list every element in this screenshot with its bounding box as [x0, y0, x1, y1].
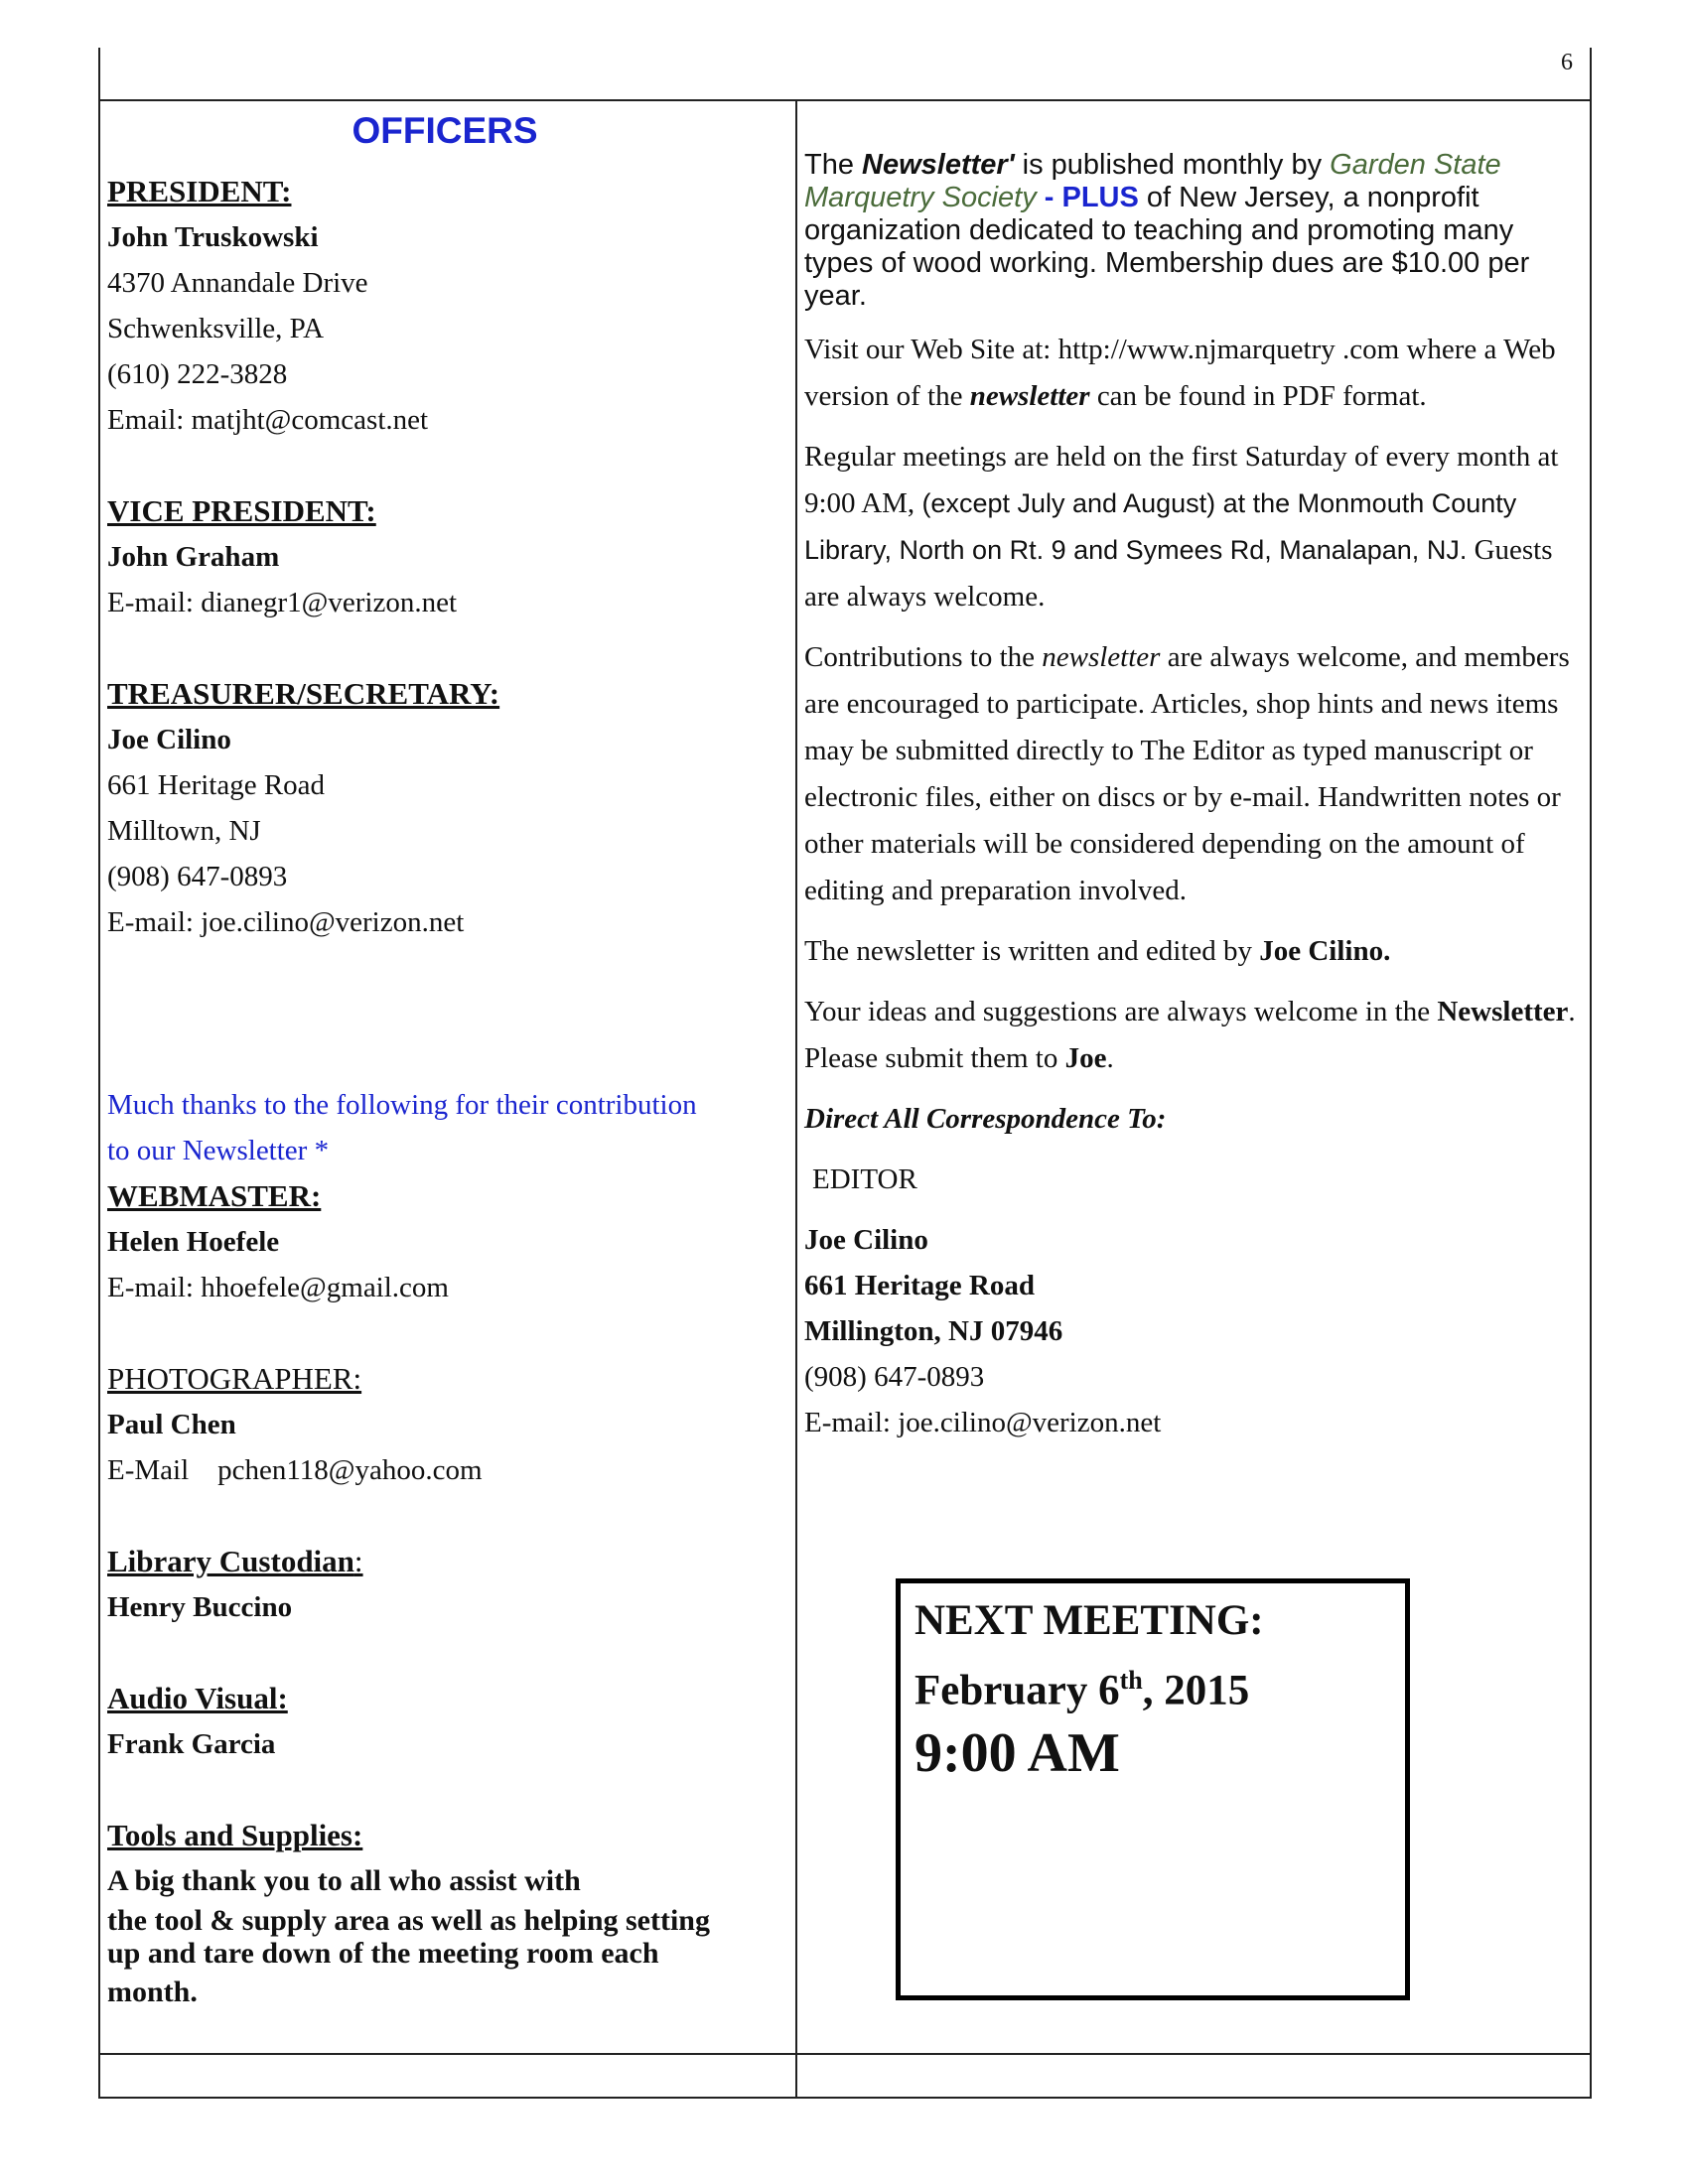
ideas-mid: . Please submit them to [804, 996, 1576, 1074]
written-name: Joe Cilino. [1259, 935, 1391, 967]
vice-president-block [107, 488, 792, 625]
contributions-paragraph [804, 634, 1579, 914]
treasurer-email: E-mail: joe.cilino@verizon.net [107, 906, 465, 938]
president-email: Email: matjht@comcast.net [107, 404, 429, 436]
direct-correspondence: Direct All Correspondence To: [804, 1103, 1167, 1135]
tools-line-4: month. [107, 1976, 198, 2008]
officers-title: OFFICERS [352, 110, 538, 151]
next-meeting-label: NEXT MEETING: [914, 1597, 1264, 1644]
intro-rest: of New Jersey, a nonprofit organization dedicated to teaching and promoting many types of wood working. Membership dues are $10.00 per year. [804, 182, 1530, 312]
audio-heading: Audio Visual: [107, 1681, 288, 1715]
webmaster-heading: WEBMASTER: [107, 1178, 322, 1213]
editor-address1: 661 Heritage Road [804, 1270, 1035, 1301]
editor-label: EDITOR [812, 1163, 917, 1195]
tools-block [107, 1813, 792, 2015]
president-address1: 4370 Annandale Drive [107, 267, 368, 299]
website-newsletter: newsletter [969, 380, 1090, 412]
website-pre: Visit our Web Site at: http://www.njmarquetry .com where a Web version of the [804, 334, 1556, 412]
tools-heading: Tools and Supplies: [107, 1818, 363, 1852]
webmaster-name: Helen Hoefele [107, 1226, 280, 1258]
intro-plus: - PLUS [1036, 182, 1139, 213]
written-pre: The newsletter is written and edited by [804, 935, 1260, 967]
top-rule [98, 99, 1592, 101]
tools-line-1: A big thank you to all who assist with [107, 1864, 581, 1897]
contributions-pre: Contributions to the [804, 641, 1043, 673]
intro-newsletter: Newsletter' [862, 149, 1015, 181]
ideas-joe: Joe [1064, 1042, 1107, 1074]
webmaster-block [107, 1173, 792, 1310]
treasurer-phone: (908) 647-0893 [107, 861, 288, 892]
editor-email: E-mail: joe.cilino@verizon.net [804, 1407, 1162, 1438]
info-column [804, 149, 1579, 1445]
president-heading: PRESIDENT: [107, 174, 292, 208]
tools-line-2: the tool & supply area as well as helping setting [107, 1904, 710, 1937]
next-meeting-time: 9:00 AM [914, 1722, 1120, 1785]
meetings-sans: (except July and August) at the Monmouth County Library, North on Rt. 9 and Symees Rd, Manalapan, NJ. [804, 488, 1517, 565]
meetings-pre: Regular meetings are held on the first Saturday of every month at 9:00 AM, [804, 441, 1559, 519]
ideas-paragraph [804, 989, 1579, 1082]
next-meeting-month-day: February 6 [914, 1667, 1120, 1714]
contributions-post: are always welcome, and members are encouraged to participate. Articles, shop hints and news items may be submitted directly to The Editor as typed manuscript or electronic files, either on discs or by e-mail. Handwritten notes or other materials will be considered depending on the amount of editing and preparation involved. [804, 641, 1570, 906]
next-meeting-date [914, 1651, 1405, 1720]
lower-rule [98, 2053, 1592, 2055]
ideas-post: . [1106, 1042, 1114, 1074]
meetings-paragraph [804, 434, 1579, 620]
intro-the: The [804, 149, 863, 181]
treasurer-address2: Milltown, NJ [107, 815, 261, 847]
treasurer-block [107, 671, 792, 945]
library-name: Henry Buccino [107, 1591, 293, 1623]
library-heading-colon: : [353, 1544, 363, 1578]
audio-block [107, 1676, 792, 1767]
photographer-name: Paul Chen [107, 1409, 236, 1440]
treasurer-heading: TREASURER/SECRETARY: [107, 676, 500, 711]
editor-address2: Millington, NJ 07946 [804, 1315, 1063, 1347]
vice-president-heading: VICE PRESIDENT: [107, 493, 376, 528]
meetings-post: Guests are always welcome. [804, 534, 1553, 613]
thanks-line-1: Much thanks to the following for their contribution [107, 1089, 697, 1121]
written-paragraph [804, 928, 1579, 975]
website-paragraph [804, 327, 1579, 420]
contributions-newsletter: newsletter [1042, 641, 1161, 673]
treasurer-name: Joe Cilino [107, 724, 231, 755]
treasurer-address1: 661 Heritage Road [107, 769, 326, 801]
intro-society: Garden State Marquetry Society [804, 149, 1501, 213]
next-meeting-suffix: th [1119, 1666, 1143, 1695]
editor-name: Joe Cilino [804, 1224, 928, 1256]
right-border [1590, 48, 1592, 2099]
president-block [107, 169, 792, 443]
photographer-heading: PHOTOGRAPHER: [107, 1361, 362, 1396]
bottom-rule [98, 2097, 1592, 2099]
center-divider [795, 99, 797, 2099]
library-heading-text: Library Custodian [107, 1544, 354, 1578]
next-meeting-year: , 2015 [1142, 1667, 1250, 1714]
photographer-block [107, 1356, 792, 1493]
president-phone: (610) 222-3828 [107, 358, 288, 390]
intro-paragraph [804, 149, 1579, 313]
library-heading [107, 1539, 792, 1584]
intro-published: is published monthly by [1014, 149, 1331, 181]
next-meeting-box [896, 1578, 1410, 2000]
photographer-email: E-Mail pchen118@yahoo.com [107, 1454, 483, 1486]
left-border [98, 48, 100, 2099]
audio-name: Frank Garcia [107, 1728, 276, 1760]
ideas-pre: Your ideas and suggestions are always welcome in the [804, 996, 1438, 1027]
vice-president-email: E-mail: dianegr1@verizon.net [107, 587, 458, 618]
vice-president-name: John Graham [107, 541, 280, 573]
president-address2: Schwenksville, PA [107, 313, 325, 344]
library-block [107, 1539, 792, 1630]
page-number: 6 [1561, 50, 1573, 75]
editor-phone: (908) 647-0893 [804, 1361, 985, 1393]
president-name: John Truskowski [107, 221, 319, 253]
website-post: can be found in PDF format. [1089, 380, 1427, 412]
webmaster-email: E-mail: hhoefele@gmail.com [107, 1272, 449, 1303]
ideas-newsletter: Newsletter [1437, 996, 1569, 1027]
tools-line-3: up and tare down of the meeting room each [107, 1937, 659, 1970]
thanks-line-2: to our Newsletter * [107, 1135, 330, 1166]
editor-block [804, 1217, 1579, 1445]
officers-column [107, 109, 792, 2015]
